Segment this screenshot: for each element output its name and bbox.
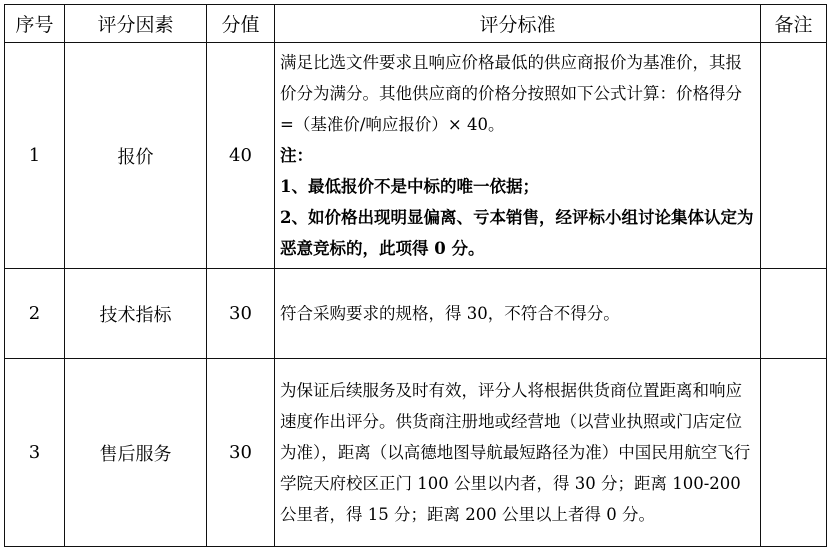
note-item: 1、最低报价不是中标的唯一依据； — [280, 177, 539, 196]
header-criteria: 评分标准 — [275, 5, 761, 43]
table-row — [5, 43, 827, 269]
row-score: 30 — [207, 269, 275, 359]
row-remark — [761, 269, 827, 359]
row-score: 40 — [207, 43, 275, 269]
row-no: 2 — [5, 269, 65, 359]
header-factor: 评分因素 — [65, 5, 207, 43]
row-factor: 报价 — [65, 43, 207, 269]
row-remark — [761, 43, 827, 269]
row-no: 1 — [5, 43, 65, 269]
row-score: 30 — [207, 359, 275, 547]
row-factor: 技术指标 — [65, 269, 207, 359]
header-score: 分值 — [207, 5, 275, 43]
criteria-text: 满足比选文件要求且响应价格最低的供应商报价为基准价，其报价分为满分。其他供应商的价格分按照如下公式计算：价格得分=（基准价/响应报价）× 40。 — [280, 53, 742, 134]
criteria-text: 为保证后续服务及时有效，评分人将根据供货商位置距离和响应速度作出评分。供货商注册地或经营地（以营业执照或门店定位为准），距离（以高德地图导航最短路径为准）中国民用航空飞行学院天府校区正门 100 公里以内者，得 30 分；距离 100-200 公里者，得 15 分；距离 200 公里以上者得 0 分。 — [280, 381, 751, 524]
header-row — [5, 5, 827, 43]
row-criteria — [275, 43, 761, 269]
table-row — [5, 359, 827, 547]
row-no: 3 — [5, 359, 65, 547]
note-heading: 注： — [280, 146, 313, 165]
criteria-text: 符合采购要求的规格，得 30，不符合不得分。 — [280, 304, 620, 323]
row-criteria — [275, 269, 761, 359]
note-item: 2、如价格出现明显偏离、亏本销售，经评标小组讨论集体认定为恶意竞标的，此项得 0 分。 — [280, 208, 754, 258]
header-remark: 备注 — [761, 5, 827, 43]
row-remark — [761, 359, 827, 547]
table-row — [5, 269, 827, 359]
header-no: 序号 — [5, 5, 65, 43]
scoring-table — [4, 4, 827, 547]
row-factor: 售后服务 — [65, 359, 207, 547]
row-criteria — [275, 359, 761, 547]
